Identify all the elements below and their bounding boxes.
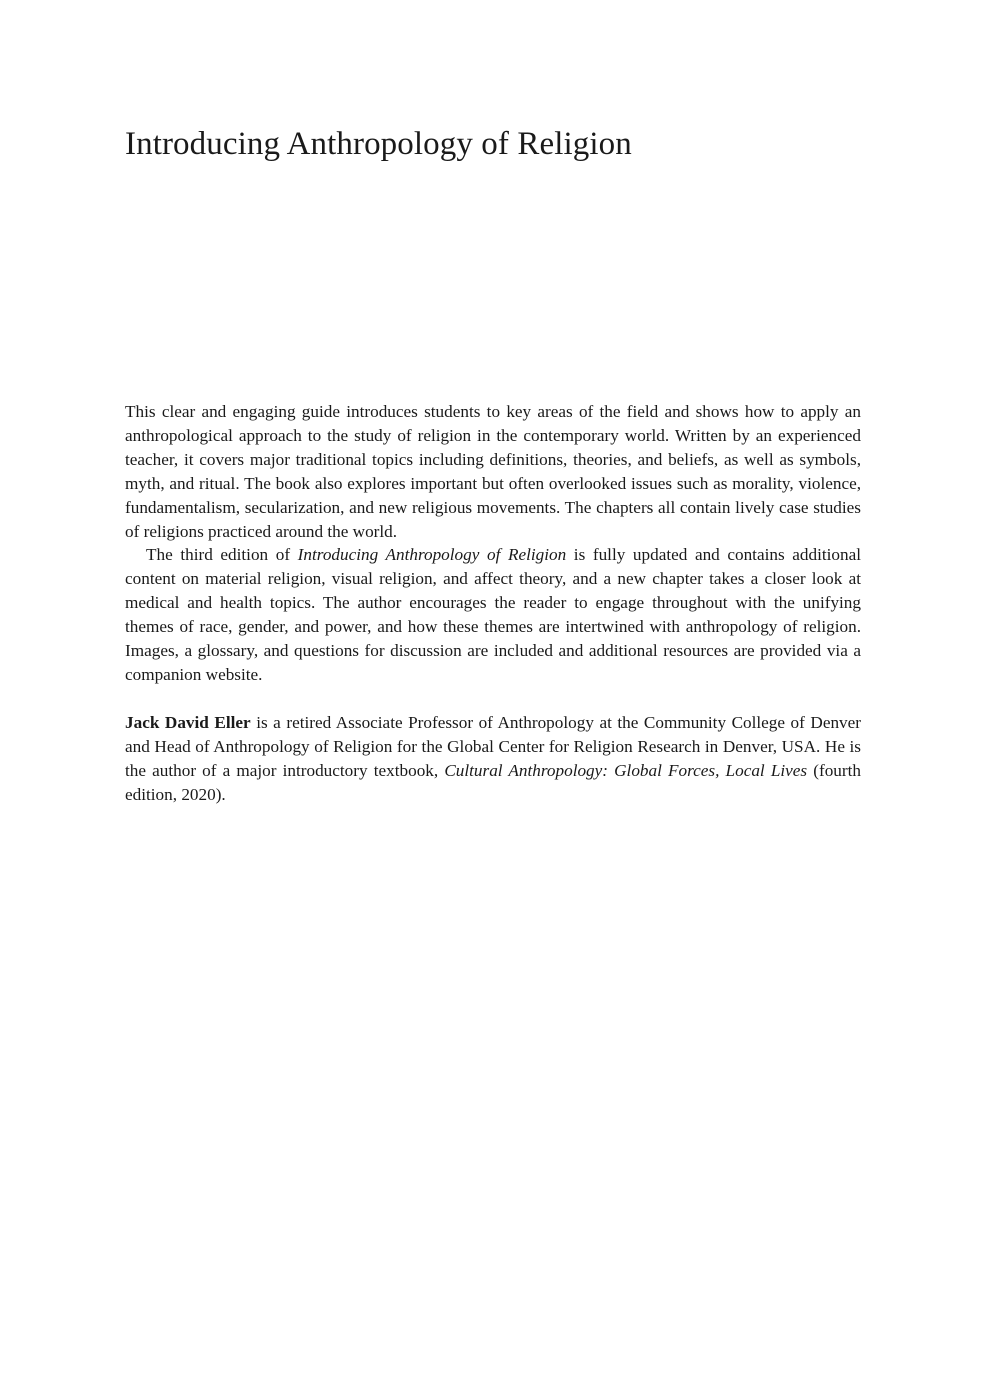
author-name: Jack David Eller bbox=[125, 712, 251, 732]
textbook-title-italic: Cultural Anthropology: Global Forces, Local Lives bbox=[444, 760, 808, 780]
author-bio bbox=[125, 711, 861, 807]
description-text: is fully updated and contains additional content on material religion, visual religion, and affect theory, and a new chapter takes a closer look at medical and health topics. The author encourages the reader to engage throughout with the unifying themes of race, gender, and power, and how these themes are intertwined with anthropology of religion. Images, a glossary, and questions for discussion are included and additional resources are provided via a companion website. bbox=[125, 545, 861, 684]
description-paragraph: This clear and engaging guide introduces students to key areas of the field and shows how to apply an anthropological approach to the study of religion in the contemporary world. Written by an experienced teacher, it covers major traditional topics including definitions, theories, and beliefs, as well as symbols, myth, and ritual. The book also explores important but often overlooked issues such as morality, violence, fundamentalism, secularization, and new religious movements. The chapters all contain lively case studies of religions practiced around the world. bbox=[125, 402, 861, 541]
page-title: Introducing Anthropology of Religion bbox=[125, 126, 632, 162]
description-paragraph bbox=[125, 543, 861, 686]
description-text: The third edition of bbox=[146, 545, 298, 565]
book-title-italic: Introducing Anthropology of Religion bbox=[297, 545, 567, 565]
book-description bbox=[125, 400, 861, 807]
author-bio-text: is a retired Associate Professor of Anthropology at the Community College of Denver and Head of Anthropology of Religion for the Global Center for Religion Research in Denver, USA. He is the author of a major introductory textbook, bbox=[125, 712, 861, 780]
author-bio-text: (fourth edition, 2020). bbox=[125, 760, 861, 804]
